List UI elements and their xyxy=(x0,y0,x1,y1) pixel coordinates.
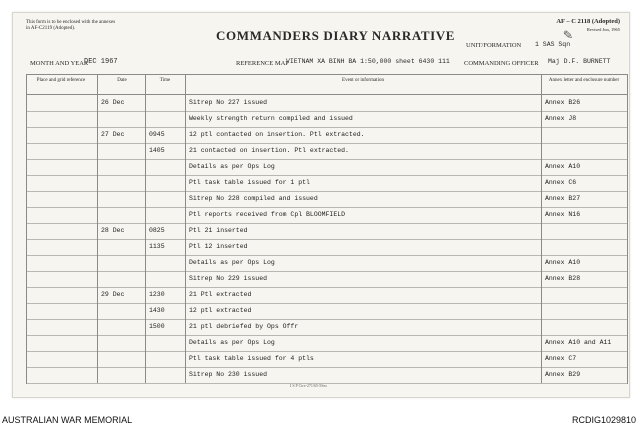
commanding-officer-value: Maj D.F. BURNETT xyxy=(548,58,611,65)
column-divider xyxy=(145,75,146,383)
diary-table xyxy=(26,74,628,384)
table-row xyxy=(27,367,627,384)
row-event: Sitrep No 230 issued xyxy=(189,371,268,378)
row-date: 26 Dec xyxy=(101,99,125,106)
row-event: Ptl task table issued for 4 ptls xyxy=(189,355,314,362)
row-event: Sitrep No 227 issued xyxy=(189,99,268,106)
row-annex: Annex A10 and A11 xyxy=(545,339,612,346)
column-header-date: Date xyxy=(117,78,127,83)
page-title: COMMANDERS DIARY NARRATIVE xyxy=(216,28,456,43)
row-event: Weekly strength return compiled and issued xyxy=(189,115,353,122)
table-row xyxy=(27,255,627,272)
row-annex: Annex B29 xyxy=(545,371,581,378)
column-header-place: Place and grid reference xyxy=(36,78,86,83)
row-time: 1430 xyxy=(149,307,165,314)
row-event: Details as per Ops Log xyxy=(189,163,275,170)
row-event: Details as per Ops Log xyxy=(189,339,275,346)
row-annex: Annex J8 xyxy=(545,115,577,122)
row-event: Ptl 12 inserted xyxy=(189,243,248,250)
row-event: Sitrep No 229 issued xyxy=(189,275,268,282)
row-event: Ptl task table issued for 1 ptl xyxy=(189,179,310,186)
row-event: 21 Ptl extracted xyxy=(189,291,252,298)
table-row xyxy=(27,159,627,176)
reference-map-value: VIETNAM XA BINH BA 1:50,000 sheet 6430 111 xyxy=(286,58,450,65)
reference-map-label: REFERENCE MAP xyxy=(236,60,289,67)
column-divider xyxy=(97,75,98,383)
table-row xyxy=(27,95,627,112)
revised-date: Revised Jun, 1965 xyxy=(586,27,620,32)
table-row xyxy=(27,207,627,224)
row-annex: Annex N16 xyxy=(545,211,581,218)
row-event: 12 ptl contacted on insertion. Ptl extracted. xyxy=(189,131,365,138)
row-time: 0825 xyxy=(149,227,165,234)
column-header-event: Event or information xyxy=(342,78,384,83)
unit-value: 1 SAS Sqn xyxy=(535,41,571,48)
column-header-time: Time xyxy=(159,78,171,83)
row-time: 0945 xyxy=(149,131,165,138)
unit-label: UNIT/FORMATION xyxy=(466,42,522,49)
row-annex: Annex C6 xyxy=(545,179,577,186)
table-header xyxy=(27,75,627,95)
row-time: 1405 xyxy=(149,147,165,154)
column-divider xyxy=(185,75,186,383)
table-row xyxy=(27,191,627,208)
row-annex: Annex A10 xyxy=(545,259,581,266)
print-footer: I S P Cire-271/65-5Sm xyxy=(290,383,327,388)
row-date: 28 Dec xyxy=(101,227,125,234)
table-row xyxy=(27,271,627,288)
form-note: This form is to be enclosed with the annexes in AF-C2119 (Adopted). xyxy=(26,20,116,31)
row-annex: Annex B28 xyxy=(545,275,581,282)
column-header-annex: Annex letter and enclosure number xyxy=(548,78,620,83)
month-label: MONTH AND YEAR xyxy=(30,60,89,67)
row-time: 1230 xyxy=(149,291,165,298)
archive-caption: AUSTRALIAN WAR MEMORIAL xyxy=(2,415,133,425)
table-row xyxy=(27,351,627,368)
row-annex: Annex B26 xyxy=(545,99,581,106)
column-divider xyxy=(541,75,542,383)
row-event: 21 contacted on insertion. Ptl extracted. xyxy=(189,147,349,154)
table-row xyxy=(27,319,627,336)
table-row xyxy=(27,335,627,352)
table-row xyxy=(27,111,627,128)
row-event: Ptl 21 inserted xyxy=(189,227,248,234)
row-annex: Annex A10 xyxy=(545,163,581,170)
month-value: DEC 1967 xyxy=(84,58,118,66)
row-date: 27 Dec xyxy=(101,131,125,138)
row-event: Sitrep No 228 compiled and issued xyxy=(189,195,318,202)
record-id: RCDIG1029810 xyxy=(571,415,636,425)
table-row xyxy=(27,127,627,144)
table-row xyxy=(27,239,627,256)
row-event: 21 ptl debriefed by Ops Offr xyxy=(189,323,299,330)
row-event: 12 ptl extracted xyxy=(189,307,252,314)
table-row xyxy=(27,223,627,240)
table-row xyxy=(27,143,627,160)
row-event: Ptl reports received from Cpl BLOOMFIELD xyxy=(189,211,346,218)
row-time: 1500 xyxy=(149,323,165,330)
table-row xyxy=(27,303,627,320)
table-row xyxy=(27,175,627,192)
commanding-officer-label: COMMANDING OFFICER xyxy=(464,60,539,67)
form-number: AF – C 2118 (Adopted) xyxy=(556,18,620,25)
handwritten-mark-icon: ✎ xyxy=(562,27,574,43)
row-annex: Annex C7 xyxy=(545,355,577,362)
row-time: 1135 xyxy=(149,243,165,250)
row-event: Details as per Ops Log xyxy=(189,259,275,266)
table-row xyxy=(27,287,627,304)
row-date: 29 Dec xyxy=(101,291,125,298)
row-annex: Annex B27 xyxy=(545,195,581,202)
